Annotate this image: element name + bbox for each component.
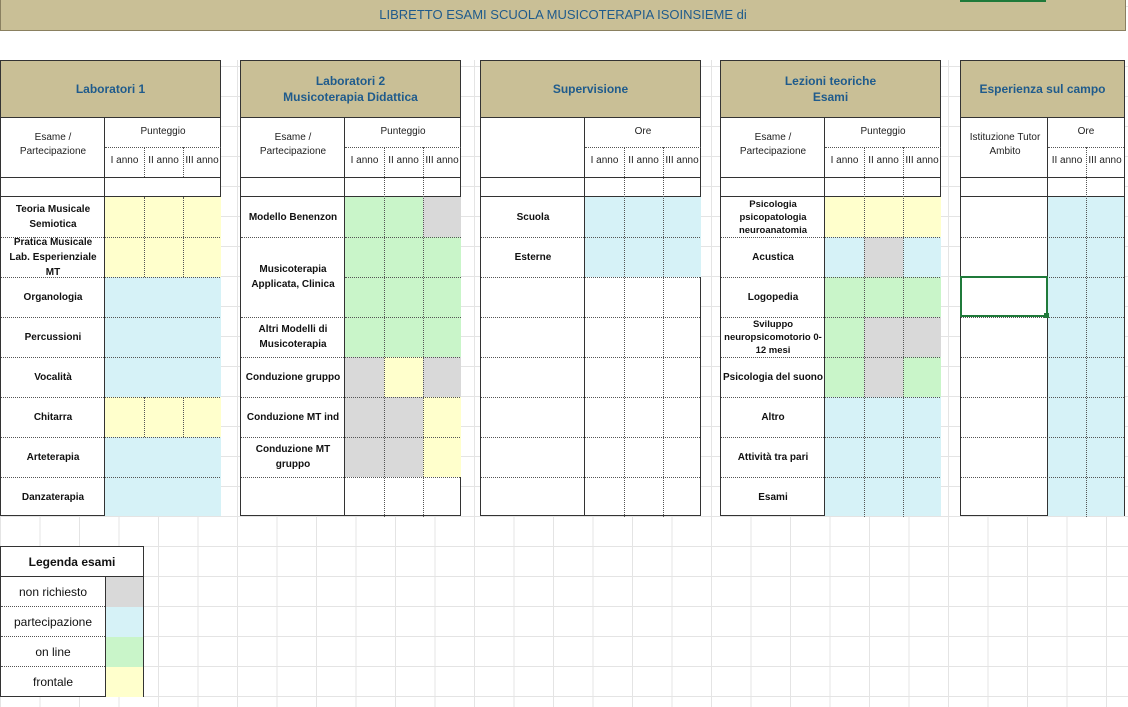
row-label: Organologia	[23, 291, 83, 303]
row-label: Sviluppo neuropsicomotorio 0-12 mesi	[724, 318, 822, 356]
esame-header: Esame / Partecipazione	[739, 132, 807, 157]
cell[interactable]	[903, 357, 941, 397]
cell[interactable]	[864, 357, 903, 397]
anno-2-header: II anno	[1051, 155, 1083, 166]
legend-swatch-non-richiesto	[105, 577, 143, 607]
cell[interactable]	[345, 357, 384, 397]
row-label: Teoria Musicale Semiotica	[15, 204, 91, 230]
table-header-supervisione	[481, 61, 700, 118]
legend-item	[1, 607, 143, 637]
table-header-lezioni-teoriche	[721, 61, 940, 118]
row-label: Musicoterapia Applicata, Clinica	[251, 264, 335, 290]
table-header-esperienza	[961, 61, 1124, 118]
legend-label: partecipazione	[13, 615, 93, 629]
row-label: Psicologia del suono	[723, 371, 824, 383]
legend-item	[1, 637, 143, 667]
anno-2-header: II anno	[868, 155, 899, 166]
row-label: Conduzione gruppo	[245, 371, 341, 383]
row-label: Pratica Musicale Lab. Esperienziale MT	[9, 236, 97, 278]
table-title: Laboratori 1	[75, 82, 146, 96]
anno-3-header: III anno	[665, 155, 699, 166]
table-subtitle: Musicoterapia Didattica	[283, 90, 418, 104]
legend-label: frontale	[32, 675, 74, 689]
legend-label: on line	[35, 645, 71, 659]
row-label: Logopedia	[747, 291, 799, 303]
anno-3-header: III anno	[425, 155, 459, 166]
row-label: Modello Benenzon	[248, 211, 338, 223]
table-subtitle: Esami	[812, 90, 849, 104]
cell[interactable]	[423, 357, 461, 397]
cell[interactable]	[825, 197, 941, 237]
row-label: Altro	[761, 411, 785, 423]
row-label: Percussioni	[24, 331, 82, 343]
ore-header: Ore	[634, 126, 652, 137]
cell[interactable]	[903, 237, 941, 277]
cell[interactable]	[825, 357, 864, 397]
row-label: Arteterapia	[26, 451, 80, 463]
table-title: Lezioni teoriche	[784, 74, 877, 88]
table-header-laboratori-2	[241, 61, 460, 118]
table-supervisione	[480, 60, 701, 516]
cell[interactable]	[105, 397, 221, 437]
legend-item	[1, 577, 143, 607]
row-label: Chitarra	[33, 411, 73, 423]
anno-3-header: III anno	[905, 155, 939, 166]
cell[interactable]	[384, 357, 423, 397]
punteggio-header: Punteggio	[380, 126, 426, 137]
anno-1-header: I anno	[110, 155, 139, 166]
table-laboratori-2	[240, 60, 461, 516]
cell[interactable]	[423, 237, 461, 357]
row-label: Attività tra pari	[737, 451, 809, 463]
anno-2-header: II anno	[148, 155, 179, 166]
legend-title-row	[1, 547, 143, 577]
anno-1-header: I anno	[350, 155, 379, 166]
cell[interactable]	[825, 237, 864, 277]
blank-row	[0, 31, 1128, 60]
table-lezioni-teoriche	[720, 60, 941, 516]
legend-item	[1, 667, 143, 697]
istituzione-header: Istituzione Tutor Ambito	[969, 132, 1041, 157]
anno-3-header: III anno	[1088, 155, 1122, 166]
legend-swatch-on-line	[105, 637, 143, 667]
row-label: Vocalità	[34, 371, 72, 383]
table-header-laboratori-1	[1, 61, 220, 118]
active-column-marker	[960, 0, 1046, 2]
cell[interactable]	[423, 197, 461, 237]
legend-label: non richiesto	[18, 585, 88, 599]
anno-1-header: I anno	[590, 155, 619, 166]
cell[interactable]	[825, 397, 941, 516]
fill-handle[interactable]	[1044, 313, 1049, 318]
legend-swatch-frontale	[105, 667, 143, 697]
cell[interactable]	[864, 237, 903, 277]
row-label: Scuola	[516, 211, 550, 223]
anno-2-header: II anno	[388, 155, 419, 166]
sheet-title[interactable]: LIBRETTO ESAMI SCUOLA MUSICOTERAPIA ISOINSIEME di	[0, 0, 1126, 31]
anno-2-header: II anno	[628, 155, 659, 166]
punteggio-header: Punteggio	[140, 126, 186, 137]
esame-header: Esame / Partecipazione	[19, 132, 87, 157]
row-label: Acustica	[752, 251, 794, 263]
table-title: Esperienza sul campo	[979, 82, 1106, 96]
row-label: Altri Modelli di Musicoterapia	[258, 324, 328, 350]
table-title: Laboratori 2	[315, 74, 386, 88]
row-label: Psicologia psicopatologia neuroanatomia	[738, 198, 808, 236]
punteggio-header: Punteggio	[860, 126, 906, 137]
legend	[0, 546, 144, 697]
esame-header: Esame / Partecipazione	[259, 132, 327, 157]
anno-1-header: I anno	[830, 155, 859, 166]
row-label: Danzaterapia	[21, 491, 85, 503]
table-laboratori-1	[0, 60, 221, 516]
legend-title: Legenda esami	[28, 555, 116, 569]
row-label: Esterne	[514, 251, 552, 263]
cell[interactable]	[825, 277, 941, 317]
row-label: Conduzione MT ind	[246, 411, 340, 423]
cell[interactable]	[825, 317, 864, 357]
table-title: Supervisione	[552, 82, 629, 96]
row-label: Esami	[758, 491, 788, 503]
cell[interactable]	[105, 277, 221, 397]
legend-swatch-partecipazione	[105, 607, 143, 637]
selected-cell[interactable]	[960, 276, 1048, 317]
row-label: Conduzione MT gruppo	[255, 444, 331, 470]
anno-3-header: III anno	[185, 155, 219, 166]
ore-header: Ore	[1077, 126, 1095, 137]
